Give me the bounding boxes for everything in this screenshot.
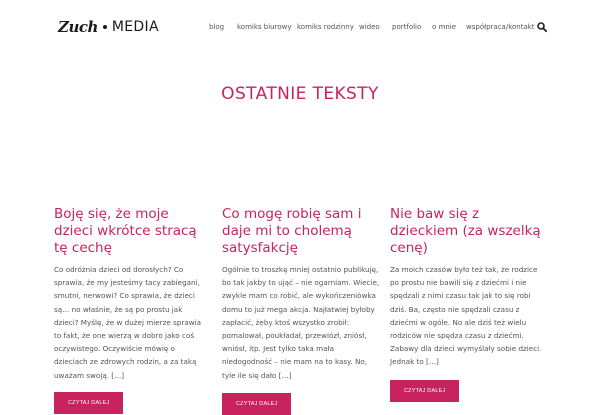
search-icon[interactable] — [537, 22, 547, 32]
post-excerpt: Ogólnie to troszkę mniej ostatnio publikuję, bo tak jakby to ująć – nie ogarniam. Wiecie, zwykle mam co robić, ale wykończeniówka domu to już mega akcja. Najłatwiej byłoby zapłacić, żeby ktoś wszystko zrobił: pomalował, poukładał, przewiózł, zniósł, wniósł, itp. Jest tylko taka mała niedogodność – nie mam na to kasy. No, tyle ile się dało […] — [222, 265, 380, 380]
nav-item-komiks-rodzinny[interactable]: komiks rodzinny — [297, 23, 354, 31]
post-title[interactable]: Co mogę robię sam i daje mi to cholemą satysfakcję — [222, 206, 362, 256]
post-card — [54, 206, 202, 414]
logo-media: MEDIA — [111, 19, 159, 35]
nav-item-wideo[interactable]: wideo — [359, 23, 380, 31]
nav-item-o-mnie[interactable]: o mnie — [432, 23, 457, 31]
post-card — [390, 206, 546, 402]
post-title[interactable]: Boję się, że moje dzieci wkrótce stracą tę cechę — [54, 206, 197, 256]
logo-script: Zuch — [58, 18, 98, 36]
post-card — [222, 206, 380, 415]
read-more-button[interactable]: CZYTAJ DALEJ — [54, 392, 123, 414]
nav-item-komiks-biurowy[interactable]: komiks biurowy — [237, 23, 292, 31]
main-nav — [0, 23, 600, 35]
post-title[interactable]: Nie baw się z dzieckiem (za wszelką cenę) — [390, 206, 541, 256]
post-excerpt: Co odróżnia dzieci od dorosłych? Co sprawia, że my jesteśmy tacy zabiegani, smutni, nerwowi? Co sprawia, że dzieci są… no właśnie, że są po prostu jak dzieci? Myślę, że w dużej mierze sprawia to fakt, że one wierzą w dobro jako coś oczywistego. Oczywiście mówię o dzieciach ze zdrowych rodzin, a za taką uważam swoją. […] — [54, 265, 202, 380]
nav-item-portfolio[interactable]: portfolio — [392, 23, 422, 31]
read-more-button[interactable]: CZYTAJ DALEJ — [222, 393, 291, 415]
post-excerpt: Za moich czasów było też tak, że rodzice po prostu nie bawili się z dziećmi i nie spędzali z nimi czasu tak jak to się robi dziś. Ba, często nie spędzali czasu z dziećmi w ogóle. No ale dziś też wielu rodziców nie spędza czasu z dziećmi. Zabawy dla dzieci wymyślały sobie dzieci. Jednak to […] — [390, 265, 542, 367]
nav-item-blog[interactable]: blog — [209, 23, 225, 31]
site-header — [0, 0, 600, 56]
section-title: OSTATNIE TEKSTY — [221, 84, 379, 104]
nav-item-wspolpraca-kontakt[interactable]: współpraca/kontakt — [466, 23, 535, 31]
read-more-button[interactable]: CZYTAJ DALEJ — [390, 380, 459, 402]
